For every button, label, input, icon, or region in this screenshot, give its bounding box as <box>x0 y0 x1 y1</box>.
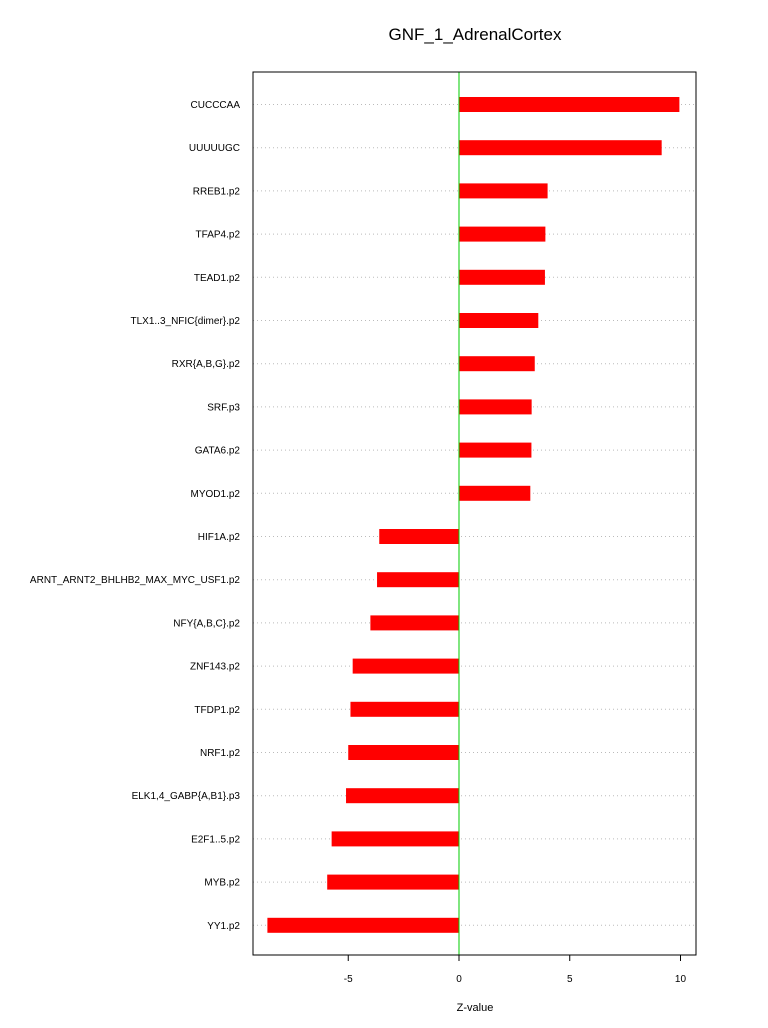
category-label: E2F1..5.p2 <box>191 834 240 846</box>
bar <box>459 227 545 242</box>
category-label: CUCCCAA <box>190 100 240 111</box>
x-tick-label: 10 <box>674 974 687 985</box>
category-label: RXR{A,B,G}.p2 <box>171 359 240 371</box>
category-label: HIF1A.p2 <box>197 532 240 543</box>
bar <box>379 529 459 544</box>
bar <box>459 140 662 155</box>
category-label: RREB1.p2 <box>192 186 240 198</box>
category-label: MYB.p2 <box>204 877 240 889</box>
category-label: UUUUUGC <box>188 143 240 155</box>
category-label: TFAP4.p2 <box>195 229 240 241</box>
category-label: ZNF143.p2 <box>189 661 240 673</box>
category-label: NFY{A,B,C}.p2 <box>173 618 240 630</box>
bar <box>459 270 545 285</box>
category-label: SRF.p3 <box>207 402 240 414</box>
plot-frame <box>253 72 696 955</box>
bar <box>459 356 535 371</box>
x-tick-label: 0 <box>456 974 462 985</box>
bar <box>459 486 530 501</box>
chart-title: GNF_1_AdrenalCortex <box>388 25 562 44</box>
category-label: GATA6.p2 <box>194 445 240 457</box>
x-tick-label: 5 <box>566 974 573 985</box>
bar <box>348 745 459 760</box>
bar <box>332 831 459 846</box>
x-axis-label: Z-value <box>456 1002 494 1014</box>
category-label: YY1.p2 <box>207 920 240 932</box>
x-axis <box>344 955 687 985</box>
category-label: TFDP1.p2 <box>194 704 240 716</box>
x-tick-label: -5 <box>343 974 353 985</box>
bar <box>267 918 459 933</box>
bar <box>353 659 459 674</box>
bar <box>459 183 548 198</box>
bar <box>377 572 459 587</box>
bar <box>346 788 459 803</box>
bar <box>459 313 538 328</box>
category-label: TLX1..3_NFIC{dimer}.p2 <box>130 316 240 327</box>
bar <box>350 702 459 717</box>
category-label: TEAD1.p2 <box>193 272 240 284</box>
category-label: MYOD1.p2 <box>190 488 240 500</box>
category-labels <box>30 100 241 932</box>
bar <box>327 875 459 890</box>
bar <box>459 443 531 458</box>
bar <box>459 399 532 414</box>
bar <box>370 615 459 630</box>
category-label: NRF1.p2 <box>199 748 240 759</box>
category-label: ELK1,4_GABP{A,B1}.p3 <box>131 791 240 803</box>
bar-layer <box>267 97 679 933</box>
bar <box>459 97 679 112</box>
category-label: ARNT_ARNT2_BHLHB2_MAX_MYC_USF1.p2 <box>29 575 240 587</box>
